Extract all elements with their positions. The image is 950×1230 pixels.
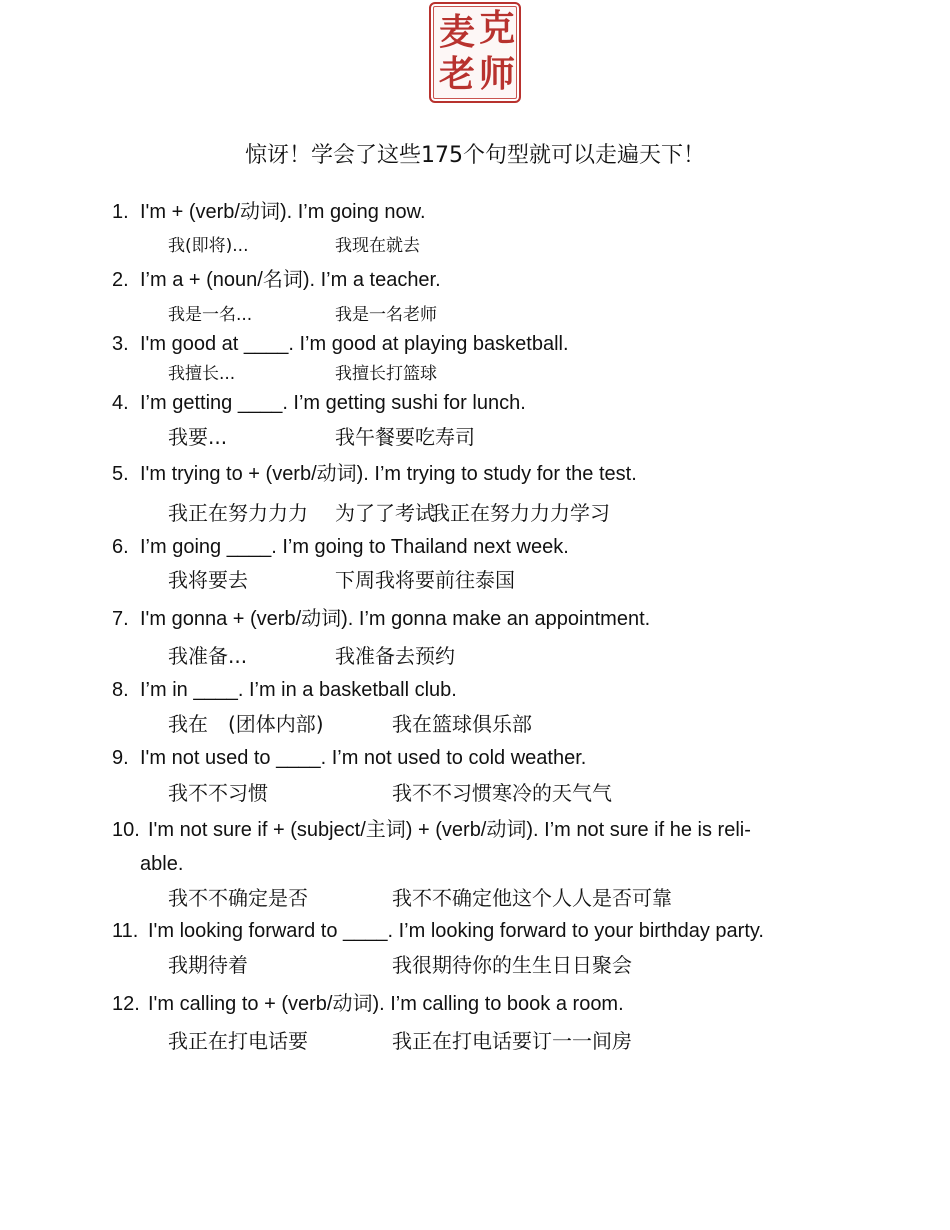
page-title: 惊讶！学会了这些175个句型就可以走遍天下！ [245, 143, 705, 168]
entry-text: I'm gonna + (verb/动词). I’m gonna make an appointment. [140, 608, 651, 630]
entry-text: I'm calling to + (verb/动词). I’m calling to book a room. [148, 993, 624, 1015]
entry-text: I’m in ____. I’m in a basketball club. [140, 679, 457, 701]
entry-number: 11. [112, 920, 139, 942]
entry-text: I'm trying to + (verb/动词). I’m trying to study for the test. [140, 463, 637, 485]
entry-line [112, 606, 650, 632]
entry-zh-left: 我将要去 [168, 568, 248, 592]
entry-zh-right: 我不不确定他这个人人是否可靠 [392, 886, 672, 910]
entry-zh-left: 我在 (团体内部) [168, 712, 324, 736]
entry-number: 3. [112, 333, 129, 355]
entry-zh-right-2: 我正在努力力力学习 [430, 501, 610, 525]
entry-number: 12. [112, 993, 140, 1015]
entry-number: 2. [112, 269, 129, 291]
entry-line [112, 331, 569, 357]
entry-line [112, 199, 426, 225]
entry-zh-left: 我准备... [168, 644, 248, 668]
entry-zh-left: 我是一名... [168, 305, 253, 325]
entry-zh-left: 我不不习惯 [168, 781, 268, 805]
entry-zh-right: 我是一名老师 [335, 305, 437, 325]
entry-zh-left: 我擅长... [168, 364, 236, 384]
entry-zh-left: 我要... [168, 425, 228, 449]
entry-zh-right: 为了了考试 [335, 501, 435, 525]
entry-line [112, 991, 624, 1017]
entry-line [112, 677, 457, 703]
entry-text: I'm not sure if + (subject/主词) + (verb/动词). I’m not sure if he is reli- [148, 819, 751, 841]
seal-char: 师 [479, 53, 516, 95]
entry-text: I'm good at ____. I’m good at playing basketball. [140, 333, 569, 355]
entry-zh-right: 我不不习惯寒冷的天气气 [392, 781, 612, 805]
seal-char: 克 [479, 7, 516, 49]
entry-text: I'm + (verb/动词). I’m going now. [140, 201, 426, 223]
entry-line [112, 817, 751, 843]
entry-text: I'm not used to ____. I’m not used to cold weather. [140, 747, 587, 769]
entry-zh-right: 我在篮球俱乐部 [392, 712, 532, 736]
entry-zh-right: 我现在就去 [335, 236, 420, 256]
entry-zh-left: 我期待着 [168, 953, 248, 977]
entry-text: I’m getting ____. I’m getting sushi for lunch. [140, 392, 526, 414]
entry-zh-right: 我正在打电话要订一一间房 [392, 1029, 632, 1053]
entry-zh-left: 我(即将)... [168, 236, 249, 256]
entry-number: 6. [112, 536, 129, 558]
entry-text: I'm looking forward to ____. I’m looking forward to your birthday party. [148, 920, 764, 942]
entry-zh-right: 我很期待你的生生日日聚会 [392, 953, 632, 977]
entry-zh-right: 我午餐要吃寿司 [335, 425, 475, 449]
entry-line [112, 461, 637, 487]
seal-logo [429, 2, 521, 103]
entry-number: 4. [112, 392, 129, 414]
seal-char: 麦 [439, 11, 476, 53]
entry-line [112, 390, 526, 416]
entry-number: 7. [112, 608, 129, 630]
entry-zh-right: 下周我将要前往泰国 [335, 568, 515, 592]
entry-number: 8. [112, 679, 129, 701]
entry-zh-right: 我准备去预约 [335, 644, 455, 668]
entry-line [112, 918, 764, 944]
entry-number: 10. [112, 819, 140, 841]
entry-line [112, 534, 569, 560]
entry-zh-right: 我擅长打篮球 [335, 364, 437, 384]
entry-zh-left: 我不不确定是否 [168, 886, 308, 910]
entry-text: I’m going ____. I’m going to Thailand next week. [140, 536, 569, 558]
entry-text: I’m a + (noun/名词). I’m a teacher. [140, 269, 441, 291]
entry-zh-left: 我正在打电话要 [168, 1029, 308, 1053]
seal-char: 老 [439, 53, 476, 95]
entry-zh-left: 我正在努力力力 [168, 501, 308, 525]
entry-number: 5. [112, 463, 129, 485]
entry-line [112, 745, 586, 771]
entry-text-continued: able. [140, 853, 184, 875]
entry-number: 9. [112, 747, 129, 769]
entry-line [112, 267, 441, 293]
entry-number: 1. [112, 201, 129, 223]
